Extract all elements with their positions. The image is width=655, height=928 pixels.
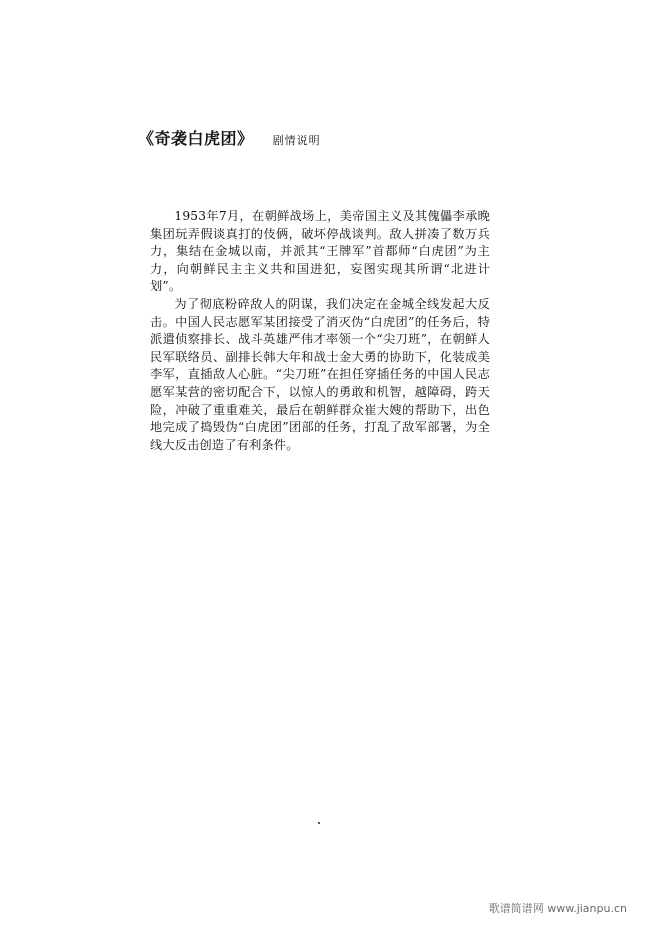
document-subtitle: 剧情说明 xyxy=(272,134,321,147)
document-title: 《奇袭白虎团》 xyxy=(138,129,254,148)
scan-speck xyxy=(318,822,320,824)
paragraph: 1953年7月，在朝鲜战场上，美帝国主义及其傀儡李承晚集团玩弄假谈真打的伎俩，破坏停战谈判。敌人拼凑了数万兵力，集结在金城以南，并派其“王牌军”首都师“白虎团”为主力，向朝鲜民主主义共和国进犯，妄图实现其所谓“北进计划”。 xyxy=(150,209,490,294)
site-watermark: 歌谱简谱网 www.jianpu.cn xyxy=(488,902,627,915)
synopsis-body xyxy=(150,208,490,454)
paragraph: 为了彻底粉碎敌人的阴谋，我们决定在金城全线发起大反击。中国人民志愿军某团接受了消灭伪“白虎团”的任务后，特派遣侦察排长、战斗英雄严伟才率领一个“尖刀班”，在朝鲜人民军联络员、副排长韩大年和战士金大勇的协助下，化装成美李军，直插敌人心脏。“尖刀班”在担任穿插任务的中国人民志愿军某营的密切配合下，以惊人的勇敢和机智，越障碍，跨天险，冲破了重重难关，最后在朝鲜群众崔大嫂的帮助下，出色地完成了捣毁伪“白虎团”团部的任务，打乱了敌军部署，为全线大反击创造了有利条件。 xyxy=(150,296,490,452)
title-row xyxy=(138,126,321,149)
